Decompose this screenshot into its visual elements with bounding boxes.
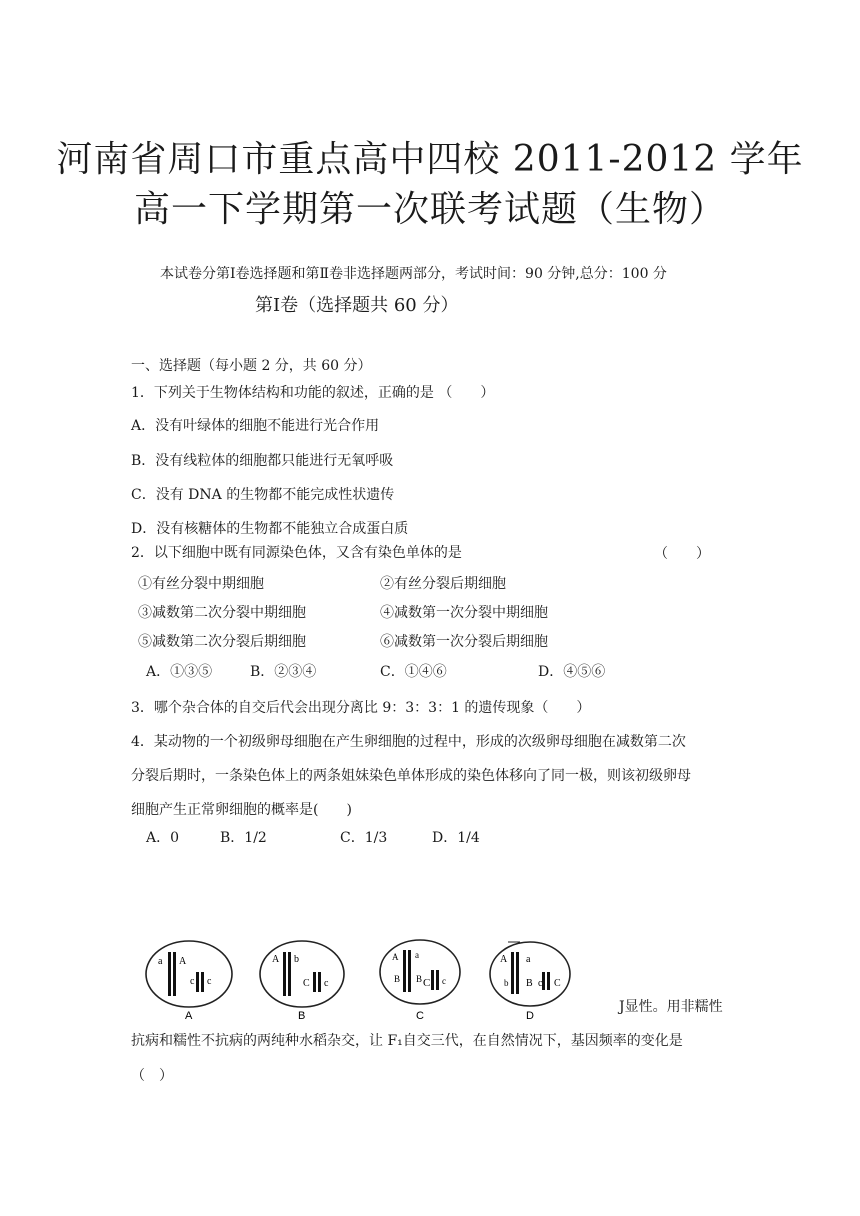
cell-d-label: D [526, 1010, 534, 1022]
question-2-option-a: A．①③⑤ [146, 664, 213, 680]
part-heading: 一、选择题（每小题 2 分，共 60 分） [131, 358, 372, 374]
cell-c-gene-5: C [423, 977, 431, 989]
cell-a-label: A [185, 1010, 193, 1022]
document-title-line2: 高一下学期第一次联考试题（生物） [133, 189, 726, 230]
cell-b-gene-4: c [324, 978, 329, 989]
question-1-option-b: B．没有线粒体的细胞都只能进行无氧呼吸 [131, 453, 394, 469]
cell-c-gene-4: B [416, 974, 423, 984]
cell-b [260, 941, 344, 1022]
question-2-item-5: ⑤减数第二次分裂后期细胞 [138, 634, 306, 650]
cell-a [146, 941, 232, 1022]
question-3-stem: 3．哪个杂合体的自交后代会出现分离比 9：3：3：1 的遗传现象（ ） [131, 700, 591, 716]
cell-d [490, 942, 570, 1022]
question-5-line-2: 抗病和糯性不抗病的两纯种水稻杂交，让 F₁自交三代，在自然情况下，基因频率的变化是 [131, 1033, 683, 1049]
cell-c [380, 940, 460, 1022]
question-2-item-1: ①有丝分裂中期细胞 [138, 576, 264, 592]
question-4-option-a: A．0 [146, 830, 180, 846]
question-2-option-b: B．②③④ [250, 664, 317, 680]
cell-b-label: B [298, 1010, 306, 1022]
cell-c-gene-6: c [442, 976, 446, 986]
exam-intro: 本试卷分第Ⅰ卷选择题和第Ⅱ卷非选择题两部分，考试时间：90 分钟,总分：100 分 [160, 266, 667, 282]
cell-a-gene-2: A [179, 956, 187, 967]
cell-c-gene-1: A [392, 952, 399, 962]
cell-a-gene-3: c [190, 976, 195, 987]
cell-a-gene-1: a [158, 956, 163, 967]
cell-d-gene-5: c [538, 978, 543, 989]
chromosome-figure [130, 934, 610, 1024]
question-5-fragment: J显性。用非糯性 [619, 999, 723, 1015]
question-4-option-d: D．1/4 [432, 830, 480, 846]
document-title-line1: 河南省周口市重点高中四校 2011-2012 学年 [56, 139, 804, 180]
question-2-item-3: ③减数第二次分裂中期细胞 [138, 605, 306, 621]
cell-d-gene-6: C [554, 978, 561, 989]
cell-c-gene-3: B [394, 974, 401, 984]
question-4-option-c: C．1/3 [340, 830, 388, 846]
cell-c-label: C [416, 1010, 424, 1022]
cell-a-gene-4: c [207, 976, 212, 987]
question-4-option-b: B．1/2 [220, 830, 267, 846]
section-title: 第Ⅰ卷（选择题共 60 分） [255, 295, 459, 316]
question-1-option-a: A．没有叶绿体的细胞不能进行光合作用 [131, 418, 380, 434]
question-4-line-2: 分裂后期时，一条染色体上的两条姐妹染色单体形成的染色体移向了同一极，则该初级卵母 [131, 768, 691, 784]
cell-b-gene-3: C [303, 978, 310, 989]
question-2-answer-paren: （ ） [654, 546, 710, 562]
question-5-line-3: （ ） [131, 1068, 173, 1084]
question-2-option-d: D．④⑤⑥ [538, 664, 606, 680]
question-2-item-6: ⑥减数第一次分裂后期细胞 [380, 634, 548, 650]
question-2-item-2: ②有丝分裂后期细胞 [380, 576, 506, 592]
cell-d-gene-2: a [526, 954, 531, 965]
question-1-option-c: C．没有 DNA 的生物都不能完成性状遗传 [131, 487, 395, 503]
cell-d-gene-4: B [526, 978, 533, 989]
question-4-line-3: 细胞产生正常卵细胞的概率是( ) [131, 802, 352, 818]
question-2-item-4: ④减数第一次分裂中期细胞 [380, 605, 548, 621]
cell-b-gene-1: A [272, 954, 280, 965]
cell-c-gene-2: a [415, 950, 419, 960]
question-1-stem: 1．下列关于生物体结构和功能的叙述，正确的是 （ ） [131, 385, 495, 401]
question-2-option-c: C．①④⑥ [380, 664, 447, 680]
question-1-option-d: D．没有核糖体的生物都不能独立合成蛋白质 [131, 521, 409, 537]
cell-d-gene-1: A [500, 954, 508, 965]
question-2-stem: 2．以下细胞中既有同源染色体，又含有染色单体的是 [131, 545, 462, 561]
question-4-line-1: 4．某动物的一个初级卵母细胞在产生卵细胞的过程中，形成的次级卵母细胞在减数第二次 [131, 734, 686, 750]
cell-d-gene-3: b [504, 978, 509, 988]
cell-b-gene-2: b [294, 954, 299, 965]
